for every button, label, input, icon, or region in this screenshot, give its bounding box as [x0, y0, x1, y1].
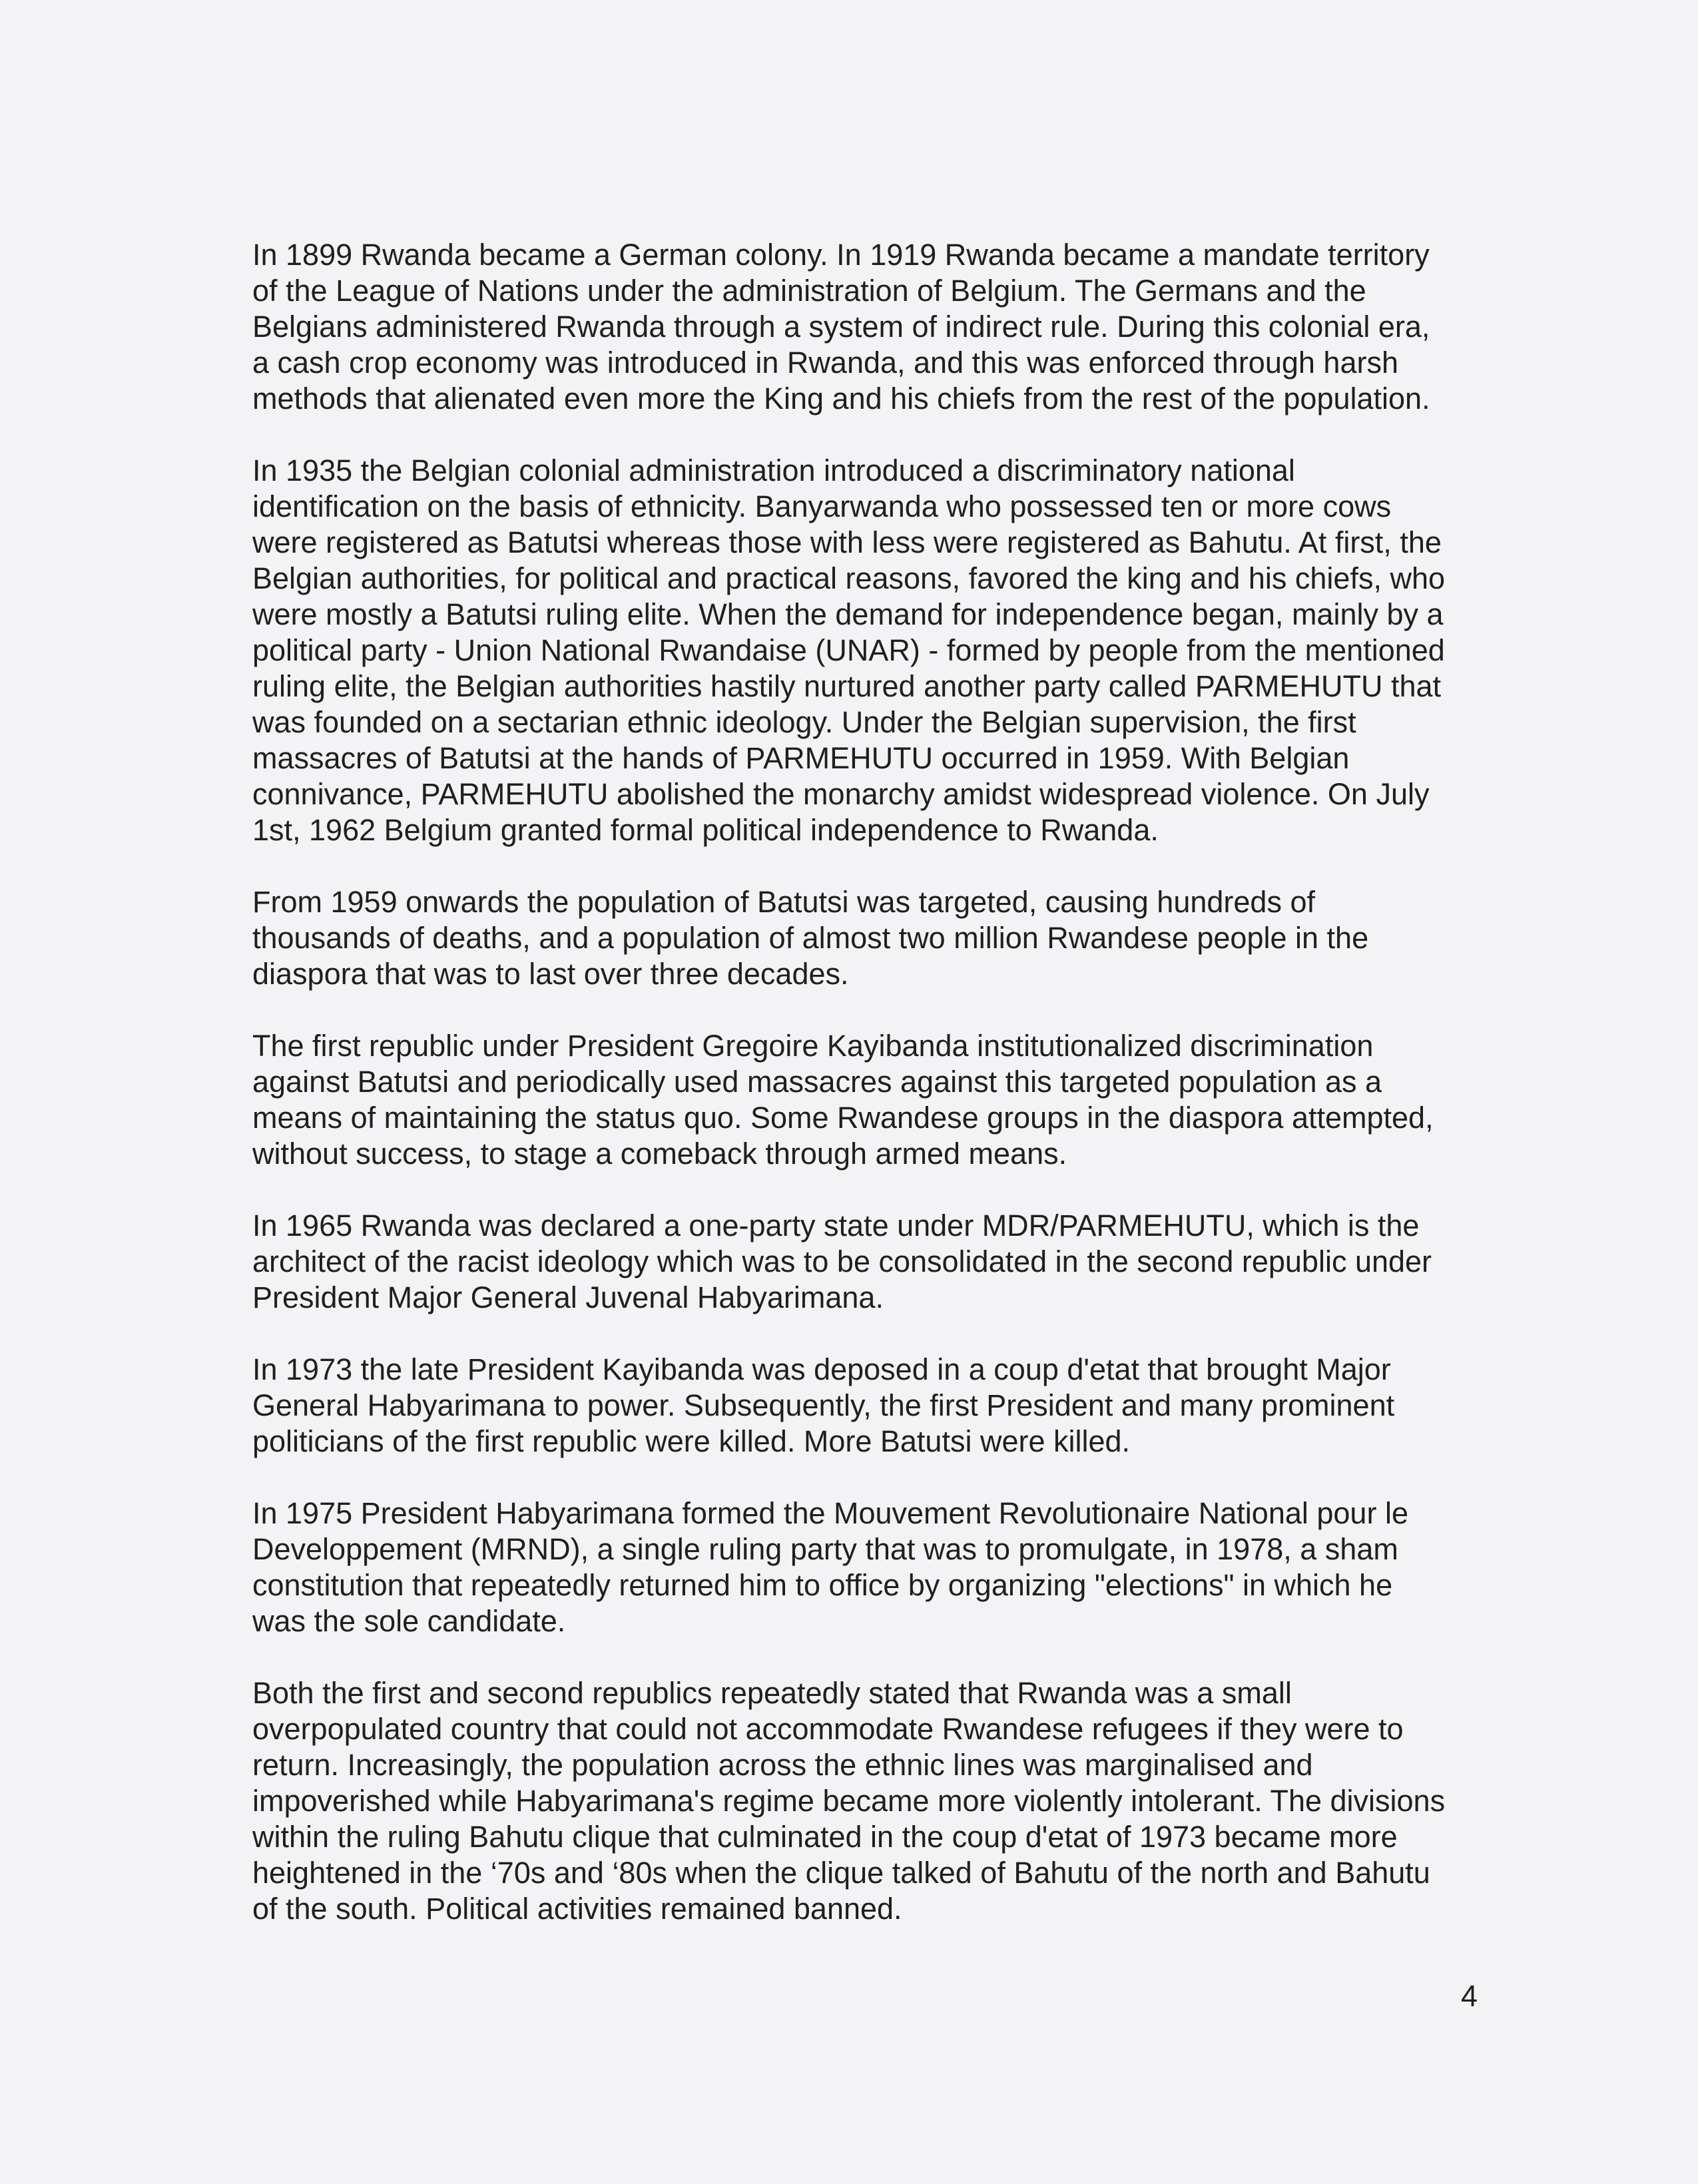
- text-line: of the League of Nations under the administration of Belgium. The Germans and the: [252, 274, 1366, 308]
- paragraph: [252, 1208, 1518, 1316]
- paragraph: [252, 1028, 1518, 1172]
- text-line: return. Increasingly, the population across the ethnic lines was marginalised and: [252, 1748, 1313, 1782]
- text-line: Both the first and second republics repeatedly stated that Rwanda was a small: [252, 1676, 1292, 1710]
- text-line: In 1975 President Habyarimana formed the Mouvement Revolutionaire National pour le: [252, 1496, 1408, 1530]
- text-line: ruling elite, the Belgian authorities hastily nurtured another party called PARMEHUTU that: [252, 669, 1442, 703]
- paragraph: [252, 453, 1518, 848]
- text-line: constitution that repeatedly returned him to office by organizing "elections" in which he: [252, 1568, 1393, 1602]
- text-line: within the ruling Bahutu clique that culminated in the coup d'etat of 1973 became more: [252, 1820, 1398, 1854]
- paragraph: [252, 1675, 1518, 1927]
- text-line: In 1973 the late President Kayibanda was deposed in a coup d'etat that brought Major: [252, 1352, 1391, 1386]
- text-line: impoverished while Habyarimana's regime became more violently intolerant. The divisions: [252, 1784, 1446, 1818]
- text-line: political party - Union National Rwandaise (UNAR) - formed by people from the mentioned: [252, 633, 1445, 667]
- text-line: were mostly a Batutsi ruling elite. When the demand for independence began, mainly by a: [252, 597, 1444, 631]
- paragraph: [252, 884, 1518, 992]
- text-line: politicians of the first republic were killed. More Batutsi were killed.: [252, 1424, 1131, 1458]
- text-line: Belgian authorities, for political and practical reasons, favored the king and his chiefs, who: [252, 561, 1446, 595]
- text-line: overpopulated country that could not accommodate Rwandese refugees if they were to: [252, 1712, 1404, 1746]
- text-line: methods that alienated even more the King and his chiefs from the rest of the population.: [252, 382, 1430, 415]
- paragraph: [252, 1352, 1518, 1460]
- document-body: [252, 237, 1518, 1963]
- text-line: Belgians administered Rwanda through a system of indirect rule. During this colonial era,: [252, 310, 1430, 344]
- text-line: diaspora that was to last over three decades.: [252, 957, 849, 991]
- text-line: against Batutsi and periodically used massacres against this targeted population as a: [252, 1065, 1382, 1099]
- text-line: In 1965 Rwanda was declared a one-party state under MDR/PARMEHUTU, which is the: [252, 1209, 1420, 1242]
- text-line: The first republic under President Gregoire Kayibanda institutionalized discrimination: [252, 1029, 1374, 1063]
- text-line: 1st, 1962 Belgium granted formal political independence to Rwanda.: [252, 813, 1159, 847]
- text-line: was founded on a sectarian ethnic ideology. Under the Belgian supervision, the first: [252, 705, 1356, 739]
- paragraph: [252, 1496, 1518, 1639]
- page-number: 4: [1461, 1979, 1478, 2013]
- paragraph: [252, 237, 1518, 417]
- text-line: architect of the racist ideology which was to be consolidated in the second republic under: [252, 1244, 1432, 1278]
- text-line: means of maintaining the status quo. Some Rwandese groups in the diaspora attempted,: [252, 1101, 1434, 1135]
- text-line: Developpement (MRND), a single ruling party that was to promulgate, in 1978, a sham: [252, 1532, 1398, 1566]
- text-line: In 1935 the Belgian colonial administration introduced a discriminatory national: [252, 453, 1295, 487]
- text-line: a cash crop economy was introduced in Rwanda, and this was enforced through harsh: [252, 346, 1398, 380]
- text-line: identification on the basis of ethnicity. Banyarwanda who possessed ten or more cows: [252, 489, 1392, 523]
- text-line: General Habyarimana to power. Subsequently, the first President and many prominent: [252, 1388, 1395, 1422]
- text-line: was the sole candidate.: [252, 1604, 566, 1638]
- text-line: connivance, PARMEHUTU abolished the monarchy amidst widespread violence. On July: [252, 777, 1430, 811]
- text-line: massacres of Batutsi at the hands of PARMEHUTU occurred in 1959. With Belgian: [252, 741, 1350, 775]
- text-line: thousands of deaths, and a population of almost two million Rwandese people in the: [252, 921, 1369, 955]
- text-line: From 1959 onwards the population of Batutsi was targeted, causing hundreds of: [252, 885, 1315, 919]
- text-line: were registered as Batutsi whereas those with less were registered as Bahutu. At first, the: [252, 525, 1442, 559]
- text-line: without success, to stage a comeback through armed means.: [252, 1137, 1067, 1171]
- text-line: In 1899 Rwanda became a German colony. In 1919 Rwanda became a mandate territory: [252, 238, 1430, 272]
- text-line: of the south. Political activities remained banned.: [252, 1892, 902, 1926]
- text-line: heightened in the ‘70s and ‘80s when the clique talked of Bahutu of the north and Bahutu: [252, 1856, 1430, 1890]
- text-line: President Major General Juvenal Habyarimana.: [252, 1280, 884, 1314]
